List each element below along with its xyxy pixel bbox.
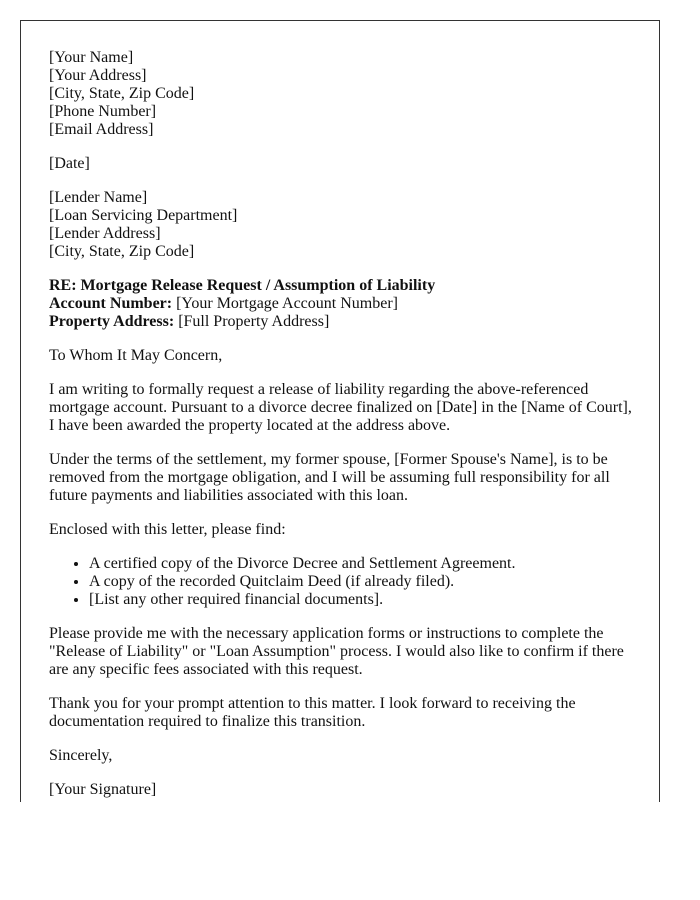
property-address-value: [Full Property Address]: [174, 313, 330, 330]
property-address-label: Property Address:: [49, 313, 175, 330]
letter-page: [20, 20, 660, 802]
lender-name: [Lender Name]: [49, 189, 148, 206]
enclosure-item: • A certified copy of the Divorce Decree and Settlement Agreement.: [89, 555, 639, 573]
subject-block: [49, 277, 639, 331]
property-address-line: [49, 313, 639, 331]
account-number-line: [49, 295, 639, 313]
date-block: [49, 155, 639, 173]
enclosures-intro: Enclosed with this letter, please find:: [49, 521, 286, 538]
sender-name: [Your Name]: [49, 49, 134, 66]
account-number-label: Account Number:: [49, 295, 173, 312]
enclosures-list: [49, 555, 639, 609]
sender-address: [Your Address]: [49, 67, 147, 84]
sender-block: [49, 49, 639, 139]
letter-content: [49, 49, 639, 802]
sender-city-state-zip: [City, State, Zip Code]: [49, 85, 195, 102]
subject-re-line: RE: Mortgage Release Request / Assumption of Liability: [49, 277, 436, 294]
lender-department: [Loan Servicing Department]: [49, 207, 238, 224]
enclosure-item: • [List any other required financial documents].: [89, 591, 639, 609]
lender-city-state-zip: [City, State, Zip Code]: [49, 243, 195, 260]
body-paragraph-2: Under the terms of the settlement, my former spouse, [Former Spouse's Name], is to be removed from the mortgage obligation, and I will be assuming full responsibility for all future payments and liabilities associated with this loan.: [49, 451, 610, 504]
sender-email: [Email Address]: [49, 121, 154, 138]
letter-date: [Date]: [49, 155, 90, 172]
recipient-block: [49, 189, 639, 261]
account-number-value: [Your Mortgage Account Number]: [172, 295, 398, 312]
salutation: To Whom It May Concern,: [49, 347, 223, 364]
body-paragraph-3: Please provide me with the necessary application forms or instructions to complete the "Release of Liability" or "Loan Assumption" process. I would also like to confirm if there are any specific fees associated with this request.: [49, 625, 624, 678]
closing: Sincerely,: [49, 747, 113, 764]
sender-phone: [Phone Number]: [49, 103, 157, 120]
enclosure-item: • A copy of the recorded Quitclaim Deed (if already filed).: [89, 573, 639, 591]
body-paragraph-1: I am writing to formally request a release of liability regarding the above-referenced mortgage account. Pursuant to a divorce decree finalized on [Date] in the [Name of Court], I have been awarded the property located at the address above.: [49, 381, 632, 434]
signature: [Your Signature]: [49, 781, 157, 798]
body-paragraph-4: Thank you for your prompt attention to this matter. I look forward to receiving the documentation required to finalize this transition.: [49, 695, 576, 730]
lender-address: [Lender Address]: [49, 225, 161, 242]
